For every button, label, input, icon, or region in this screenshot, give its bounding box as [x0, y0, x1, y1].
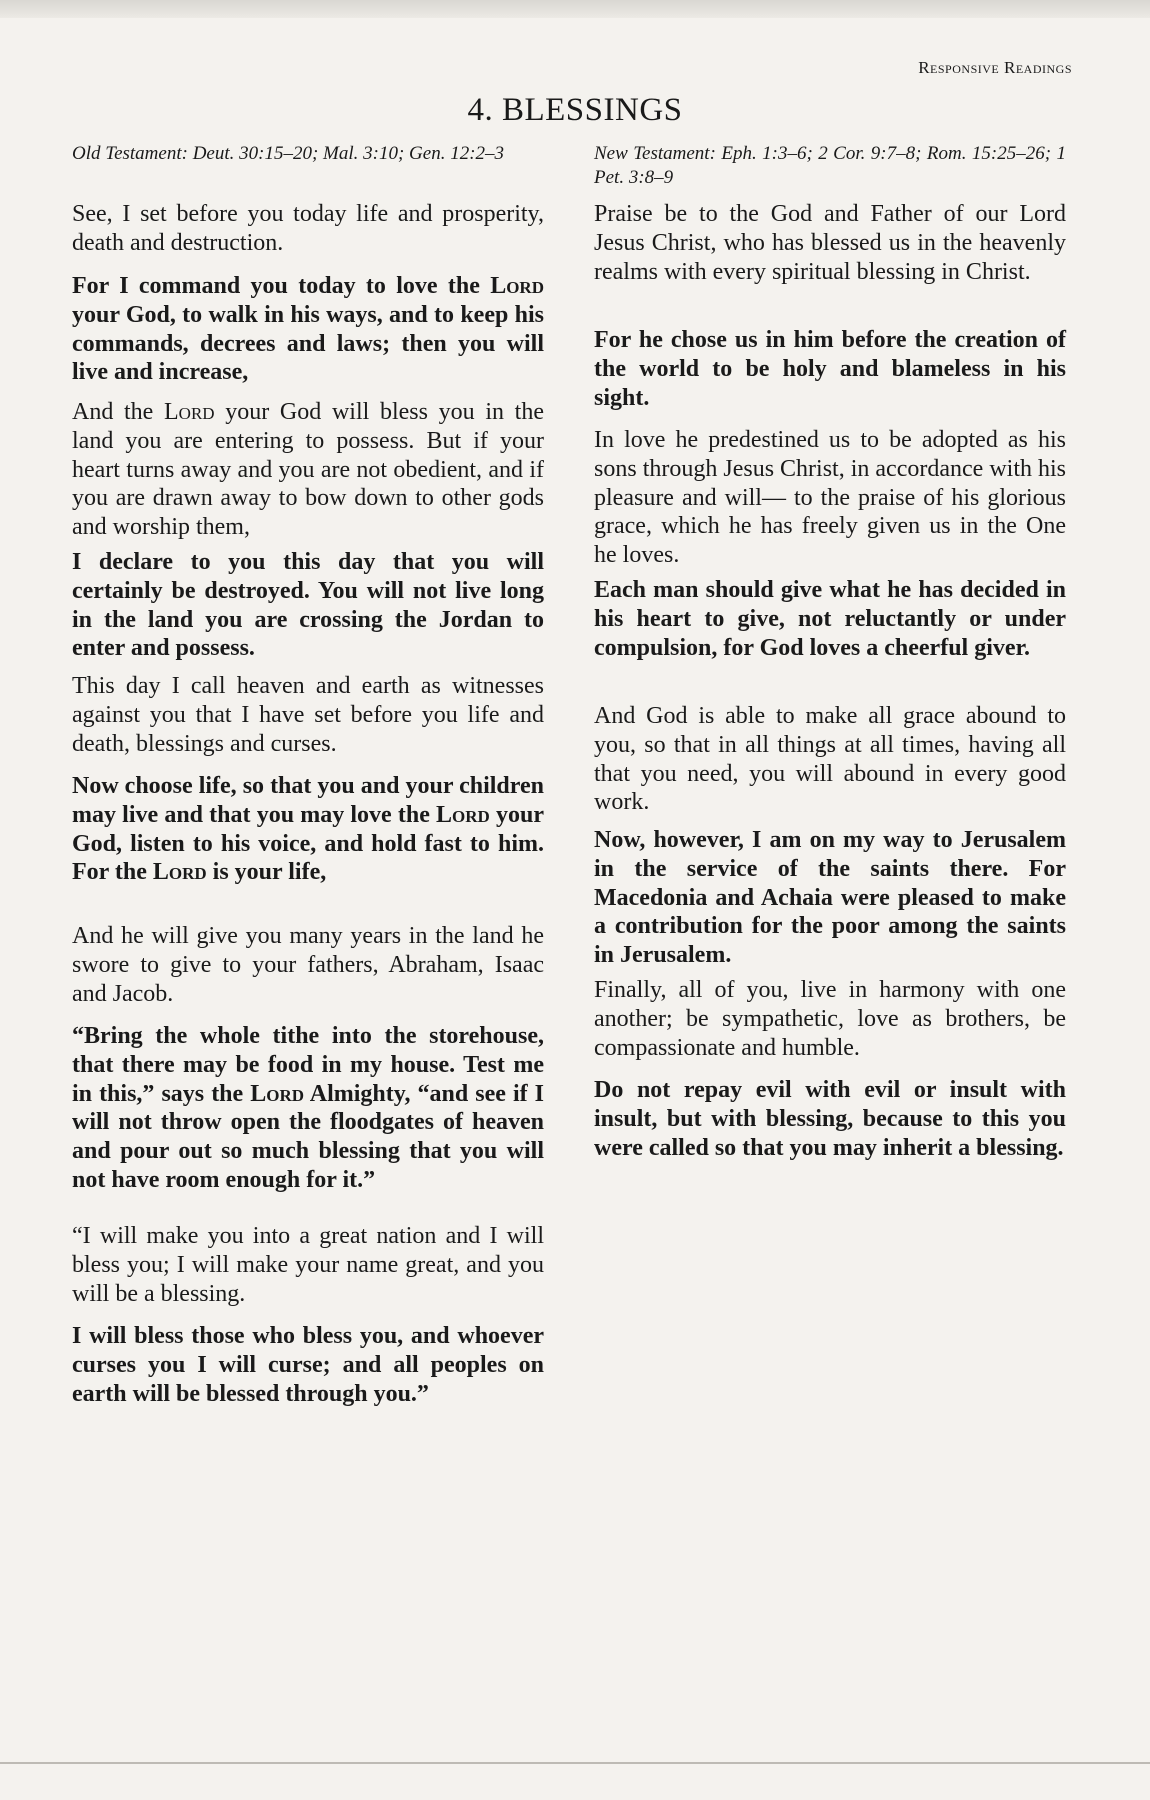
lord-small-caps: Lord — [250, 1080, 305, 1107]
reading-paragraph: For I command you today to love the Lord your God, to walk in his ways, and to keep his commands, decrees and laws; then you will live and increase, — [72, 273, 544, 386]
reading-paragraph: Now, however, I am on my way to Jerusalem in the service of the saints there. For Macedonia and Achaia were pleased to make a contribution for the poor among the saints in Jerusalem. — [594, 827, 1066, 969]
new-testament-references: New Testament: Eph. 1:3–6; 2 Cor. 9:7–8; Rom. 15:25–26; 1 Pet. 3:8–9 — [594, 143, 1066, 188]
reading-paragraph: “Bring the whole tithe into the storehouse, that there may be food in my house. Test me in this,” says the Lord Almighty, “and see if I will not throw open the floodgates of heaven and pour out so much blessing that you will not have room enough for it.” — [72, 1023, 544, 1193]
reading-paragraph: I declare to you this day that you will certainly be destroyed. You will not live long in the land you are crossing the Jordan to enter and possess. — [72, 549, 544, 662]
reading-paragraph: And the Lord your God will bless you in the land you are entering to possess. But if your heart turns away and you are not obedient, and if you are drawn away to bow down to other gods and worship them, — [72, 399, 544, 541]
lord-small-caps: Lord — [164, 399, 215, 425]
new-testament-column — [594, 142, 1066, 1161]
old-testament-references: Old Testament: Deut. 30:15–20; Mal. 3:10; Gen. 12:2–3 — [72, 143, 505, 164]
reading-paragraph: And God is able to make all grace abound to you, so that in all things at all times, having all that you need, you will abound in every good work. — [594, 703, 1066, 816]
reading-paragraph: In love he predestined us to be adopted as his sons through Jesus Christ, in accordance with his pleasure and will— to the praise of his glorious grace, which he has freely given us in the One he loves. — [594, 427, 1066, 569]
reading-paragraph: And he will give you many years in the land he swore to give to your fathers, Abraham, Isaac and Jacob. — [72, 923, 544, 1007]
scan-top-edge — [0, 0, 1150, 18]
reading-paragraph: See, I set before you today life and prosperity, death and destruction. — [72, 201, 544, 256]
reading-paragraph: This day I call heaven and earth as witnesses against you that I have set before you life and death, blessings and curses. — [72, 673, 544, 757]
lord-small-caps: Lord — [436, 801, 490, 828]
lord-small-caps: Lord — [490, 273, 544, 299]
reading-paragraph: Now choose life, so that you and your children may live and that you may love the Lord your God, listen to his voice, and hold fast to him. For the Lord is your life, — [72, 773, 544, 886]
reading-paragraph: I will bless those who bless you, and whoever curses you I will curse; and all peoples on earth will be blessed through you.” — [72, 1323, 544, 1407]
reading-paragraph: Praise be to the God and Father of our Lord Jesus Christ, who has blessed us in the heavenly realms with every spiritual blessing in Christ. — [594, 201, 1066, 285]
reading-paragraph: Finally, all of you, live in harmony with one another; be sympathetic, love as brothers, be compassionate and humble. — [594, 977, 1066, 1061]
reading-paragraph: “I will make you into a great nation and I will bless you; I will make your name great, and you will be a blessing. — [72, 1223, 544, 1307]
lord-small-caps: Lord — [152, 859, 207, 886]
running-head: Responsive Readings — [918, 58, 1072, 77]
scan-bottom-edge — [0, 1762, 1150, 1764]
reading-paragraph: Each man should give what he has decided in his heart to give, not reluctantly or under compulsion, for God loves a cheerful giver. — [594, 577, 1066, 661]
reading-paragraph: Do not repay evil with evil or insult with insult, but with blessing, because to this you were called so that you may inherit a blessing. — [594, 1077, 1066, 1161]
reading-paragraph: For he chose us in him before the creation of the world to be holy and blameless in his sight. — [594, 327, 1066, 411]
page-title: 4. BLESSINGS — [467, 92, 683, 128]
old-testament-column — [72, 142, 544, 1407]
